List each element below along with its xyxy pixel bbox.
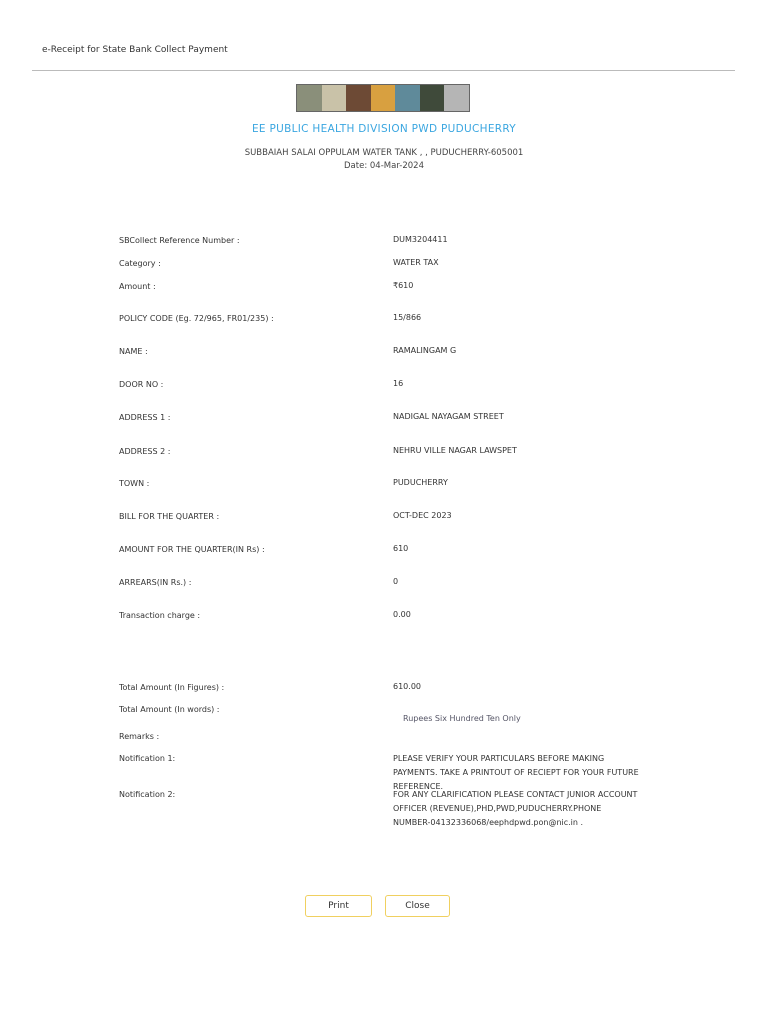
field-value: OCT-DEC 2023: [393, 511, 452, 520]
notification-2-text: FOR ANY CLARIFICATION PLEASE CONTACT JUNIOR ACCOUNT OFFICER (REVENUE),PHD,PWD,PUDUCHERRY.PHONE NUMBER-04132336068/eephdpwd.pon@nic.in .: [393, 790, 638, 827]
notification-1-text: PLEASE VERIFY YOUR PARTICULARS BEFORE MAKING PAYMENTS. TAKE A PRINTOUT OF RECIEPT FOR YOUR FUTURE REFERENCE.: [393, 754, 639, 791]
receipt-date: Date: 04-Mar-2024: [344, 161, 424, 171]
field-value: 610: [393, 544, 409, 553]
field-label: SBCollect Reference Number :: [119, 236, 240, 245]
field-value: NADIGAL NAYAGAM STREET: [393, 412, 504, 421]
field-label: ARREARS(IN Rs.) :: [119, 578, 192, 587]
field-value: 15/866: [393, 313, 422, 322]
field-value: NEHRU VILLE NAGAR LAWSPET: [393, 446, 517, 455]
field-label: NAME :: [119, 347, 148, 356]
field-label: Amount :: [119, 282, 156, 291]
field-label: DOOR NO :: [119, 380, 164, 389]
field-label: ADDRESS 1 :: [119, 413, 171, 422]
field-label: TOWN :: [119, 479, 150, 488]
field-value: RAMALINGAM G: [393, 346, 457, 355]
org-address: SUBBAIAH SALAI OPPULAM WATER TANK , , PUDUCHERRY-605001: [244, 148, 524, 158]
field-value: 16: [393, 379, 404, 388]
header-divider: [32, 70, 735, 71]
field-label: Remarks :: [119, 732, 160, 741]
field-value: 610.00: [393, 682, 421, 691]
field-value: 0.00: [393, 610, 411, 619]
field-label: Total Amount (In Figures) :: [119, 683, 225, 692]
field-label: Total Amount (In words) :: [119, 705, 220, 714]
field-label: AMOUNT FOR THE QUARTER(IN Rs) :: [119, 545, 265, 554]
field-label: Notification 2:: [119, 790, 176, 799]
field-label: BILL FOR THE QUARTER :: [119, 512, 220, 521]
close-button[interactable]: Close: [385, 895, 450, 917]
field-value: ₹610: [393, 281, 414, 290]
field-label: ADDRESS 2 :: [119, 447, 171, 456]
field-value: DUM3204411: [393, 235, 448, 244]
field-label: Transaction charge :: [119, 611, 201, 620]
org-name: EE PUBLIC HEALTH DIVISION PWD PUDUCHERRY: [251, 123, 516, 135]
field-value: PUDUCHERRY: [393, 478, 448, 487]
page-header-title: e-Receipt for State Bank Collect Payment: [42, 45, 228, 55]
field-label: Category :: [119, 259, 161, 268]
department-banner-image: [296, 84, 470, 112]
print-button[interactable]: Print: [305, 895, 372, 917]
field-label: POLICY CODE (Eg. 72/965, FR01/235) :: [119, 314, 274, 323]
amount-in-words: Rupees Six Hundred Ten Only: [403, 714, 521, 723]
field-value: 0: [393, 577, 399, 586]
field-value: WATER TAX: [393, 258, 439, 267]
field-label: Notification 1:: [119, 754, 176, 763]
